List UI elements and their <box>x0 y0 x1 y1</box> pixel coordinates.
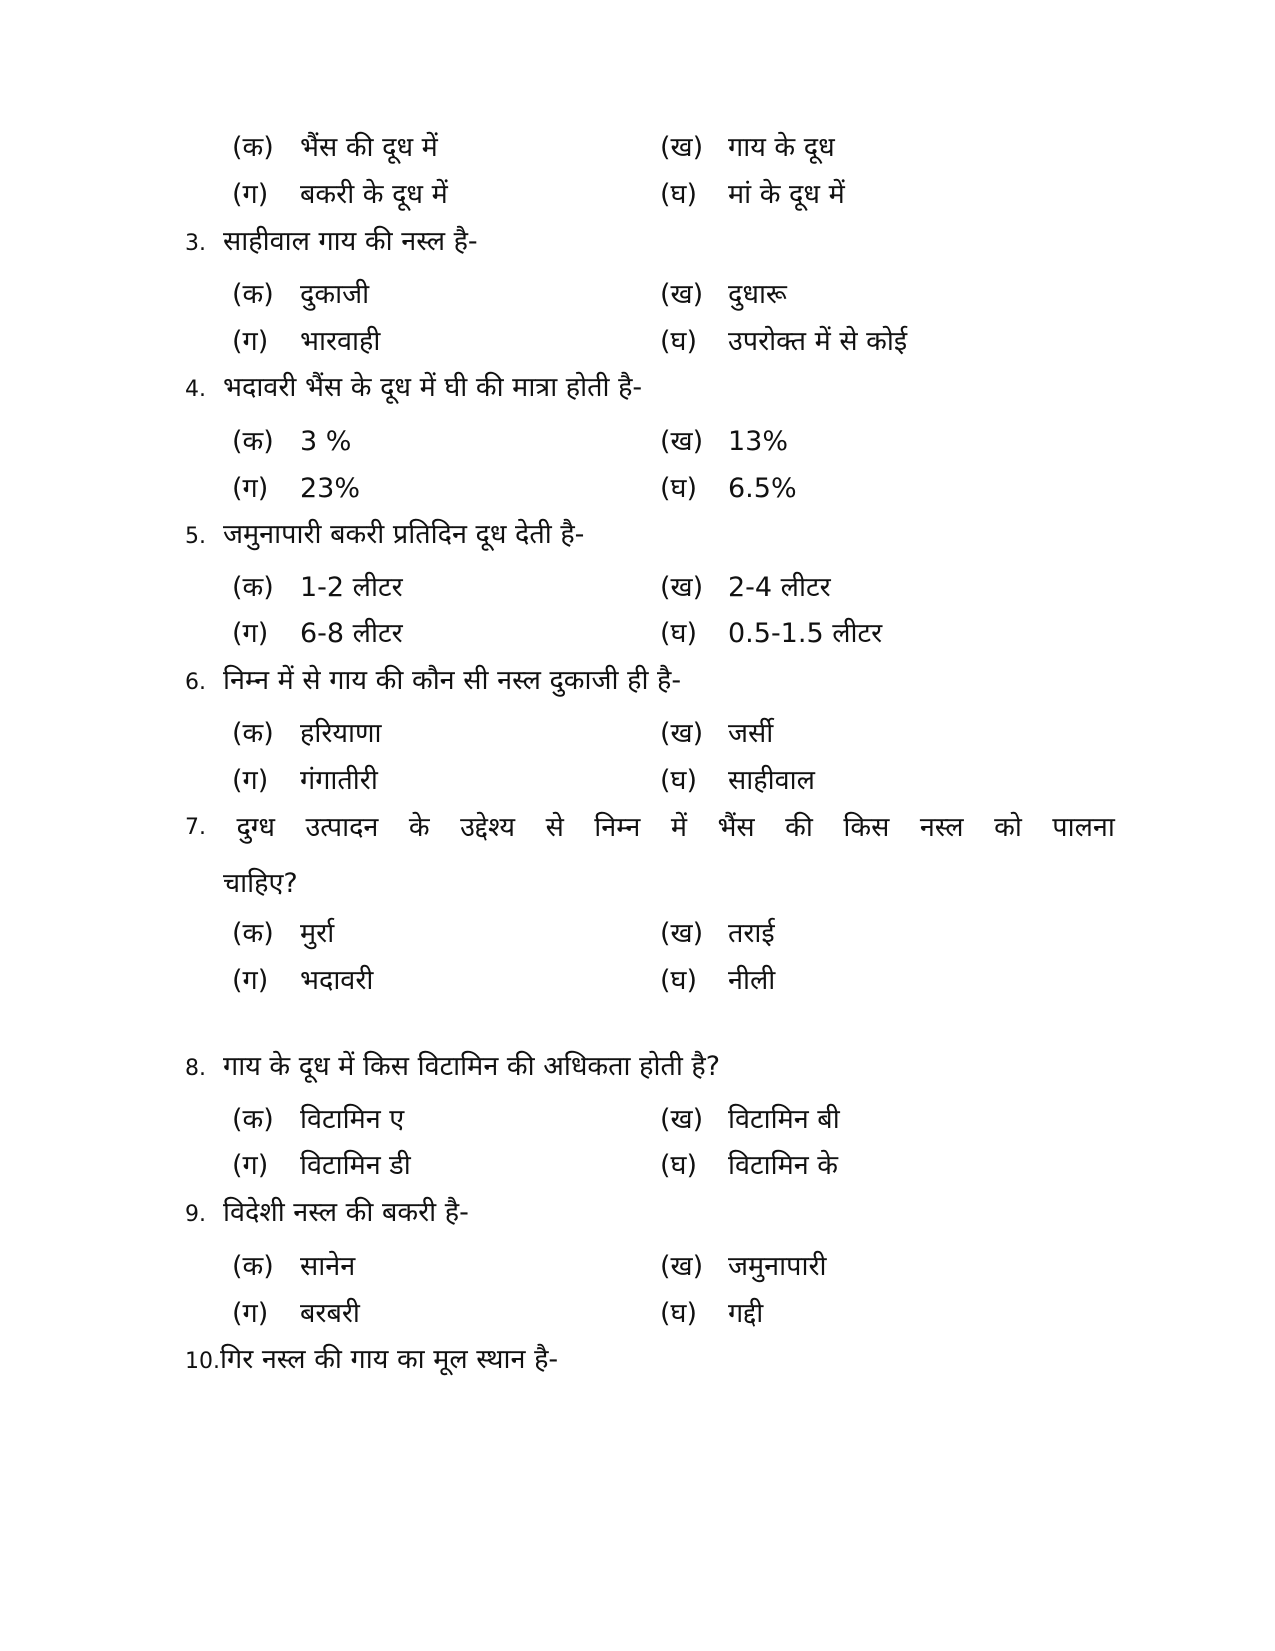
question-word: नस्ल <box>919 812 964 843</box>
option-label: (ख) <box>660 132 704 163</box>
option-text: बरबरी <box>300 1298 360 1329</box>
question-6 <box>185 659 1115 705</box>
option-label: (घ) <box>660 965 698 996</box>
question-number: 9. <box>185 1202 206 1227</box>
option-text: विटामिन ए <box>300 1104 405 1135</box>
option-text: मुर्रा <box>300 918 335 949</box>
option-text: सानेन <box>300 1251 356 1282</box>
option-row <box>0 467 1275 511</box>
option-text: 2-4 लीटर <box>728 572 831 603</box>
option-label: (ख) <box>660 572 704 603</box>
option-label: (घ) <box>660 765 698 796</box>
option-label: (ख) <box>660 718 704 749</box>
question-word: उत्पादन <box>305 812 379 843</box>
option-row <box>0 1098 1275 1142</box>
option-kha <box>660 712 773 756</box>
option-kha <box>660 1245 827 1289</box>
option-gha <box>660 959 775 1003</box>
question-word: पालना <box>1052 812 1115 843</box>
option-label: (ग) <box>232 473 269 504</box>
option-gha <box>660 320 907 364</box>
option-ga <box>232 173 448 217</box>
question-9 <box>185 1191 1115 1237</box>
option-label: (ग) <box>232 765 269 796</box>
question-word: से <box>545 812 564 843</box>
option-label: (घ) <box>660 326 698 357</box>
option-text: 6.5% <box>728 473 797 504</box>
option-text: 3 % <box>300 426 352 457</box>
option-kha <box>660 912 775 956</box>
option-kha <box>660 420 788 464</box>
option-label: (क) <box>232 132 274 163</box>
question-5 <box>185 513 1115 559</box>
option-text: तराई <box>728 918 775 949</box>
option-text: उपरोक्त में से कोई <box>728 326 908 357</box>
question-word: में <box>670 812 687 843</box>
question-text-line-1 <box>185 806 1115 850</box>
question-word: किस <box>843 812 890 843</box>
option-gha <box>660 467 797 511</box>
option-ka <box>232 912 334 956</box>
question-text: गाय के दूध में किस विटामिन की अधिकता होती है? <box>223 1051 721 1082</box>
option-ga <box>232 959 373 1003</box>
question-text-line-2: चाहिए? <box>223 868 298 899</box>
option-row <box>0 126 1275 170</box>
question-number: 7. <box>185 815 206 840</box>
option-kha <box>660 126 835 170</box>
question-word: को <box>994 812 1022 843</box>
option-ga <box>232 759 378 803</box>
option-text: भैंस की दूध में <box>300 132 438 163</box>
option-kha <box>660 566 831 610</box>
option-row <box>0 959 1275 1003</box>
option-row <box>0 1292 1275 1336</box>
option-kha <box>660 1098 840 1142</box>
option-kha <box>660 273 787 317</box>
option-ga <box>232 1144 411 1188</box>
question-number: 5. <box>185 524 206 549</box>
question-text: जमुनापारी बकरी प्रतिदिन दूध देती है- <box>223 519 585 550</box>
option-row <box>0 912 1275 956</box>
option-text: मां के दूध में <box>728 179 845 210</box>
option-row <box>0 712 1275 756</box>
option-label: (ख) <box>660 1251 704 1282</box>
option-text: 6-8 लीटर <box>300 618 403 649</box>
option-row <box>0 566 1275 610</box>
option-text: भदावरी <box>300 965 374 996</box>
question-number: 6. <box>185 670 206 695</box>
option-row <box>0 1144 1275 1188</box>
question-number: 4. <box>185 377 206 402</box>
question-text: विदेशी नस्ल की बकरी है- <box>223 1197 469 1228</box>
option-label: (ग) <box>232 326 269 357</box>
option-text: विटामिन के <box>728 1150 839 1181</box>
option-label: (ख) <box>660 279 704 310</box>
option-ka <box>232 1245 355 1289</box>
option-text: जर्सी <box>728 718 774 749</box>
option-text: गद्दी <box>728 1298 764 1329</box>
option-label: (ग) <box>232 618 269 649</box>
option-ga <box>232 1292 360 1336</box>
question-word: उद्देश्य <box>460 812 516 843</box>
option-label: (ग) <box>232 179 269 210</box>
option-ga <box>232 320 380 364</box>
option-text: गाय के दूध <box>728 132 835 163</box>
option-ga <box>232 612 403 656</box>
option-label: (ख) <box>660 918 704 949</box>
option-label: (ग) <box>232 1150 269 1181</box>
question-text: निम्न में से गाय की कौन सी नस्ल दुकाजी ही है- <box>223 665 682 696</box>
question-word: दुग्ध <box>236 812 275 843</box>
question-4 <box>185 366 1115 412</box>
option-label: (ख) <box>660 426 704 457</box>
option-ka <box>232 712 382 756</box>
option-text: विटामिन डी <box>300 1150 411 1181</box>
option-label: (क) <box>232 279 274 310</box>
option-label: (क) <box>232 1251 274 1282</box>
option-gha <box>660 1144 838 1188</box>
option-label: (क) <box>232 572 274 603</box>
option-label: (ग) <box>232 1298 269 1329</box>
question-word: भैंस <box>717 812 755 843</box>
option-label: (घ) <box>660 473 698 504</box>
option-text: 1-2 लीटर <box>300 572 403 603</box>
option-text: नीली <box>728 965 776 996</box>
option-ka <box>232 420 351 464</box>
question-text: गिर नस्ल की गाय का मूल स्थान है- <box>220 1344 559 1375</box>
option-label: (क) <box>232 918 274 949</box>
option-label: (घ) <box>660 618 698 649</box>
question-8 <box>185 1045 1115 1091</box>
option-ka <box>232 566 403 610</box>
question-word: निम्न <box>594 812 641 843</box>
option-label: (घ) <box>660 1150 698 1181</box>
question-number: 3. <box>185 231 206 256</box>
option-label: (ख) <box>660 1104 704 1135</box>
option-row <box>0 612 1275 656</box>
question-number: 8. <box>185 1056 206 1081</box>
option-label: (घ) <box>660 1298 698 1329</box>
option-label: (क) <box>232 426 274 457</box>
option-text: भारवाही <box>300 326 381 357</box>
option-label: (ग) <box>232 965 269 996</box>
question-word: की <box>785 812 813 843</box>
question-text: साहीवाल गाय की नस्ल है- <box>223 226 478 257</box>
option-ka <box>232 273 369 317</box>
option-row <box>0 1245 1275 1289</box>
question-number: 10. <box>185 1349 220 1374</box>
option-text: विटामिन बी <box>728 1104 840 1135</box>
option-gha <box>660 173 845 217</box>
option-text: दुकाजी <box>300 279 370 310</box>
option-ka <box>232 1098 404 1142</box>
question-text: भदावरी भैंस के दूध में घी की मात्रा होती है- <box>223 372 643 403</box>
option-text: साहीवाल <box>728 765 815 796</box>
question-word: के <box>408 812 430 843</box>
question-10 <box>185 1338 1115 1384</box>
option-text: बकरी के दूध में <box>300 179 448 210</box>
option-row <box>0 273 1275 317</box>
option-label: (घ) <box>660 179 698 210</box>
option-text: गंगातीरी <box>300 765 378 796</box>
option-row <box>0 173 1275 217</box>
option-text: हरियाणा <box>300 718 382 749</box>
option-row <box>0 759 1275 803</box>
question-3 <box>185 220 1115 266</box>
option-text: 23% <box>300 473 361 504</box>
option-text: दुधारू <box>728 279 787 310</box>
option-text: 0.5-1.5 लीटर <box>728 618 883 649</box>
option-row <box>0 420 1275 464</box>
option-text: 13% <box>728 426 789 457</box>
option-label: (क) <box>232 718 274 749</box>
option-ga <box>232 467 360 511</box>
question-7 <box>185 806 1115 906</box>
option-label: (क) <box>232 1104 274 1135</box>
option-gha <box>660 759 815 803</box>
option-ka <box>232 126 438 170</box>
option-row <box>0 320 1275 364</box>
option-gha <box>660 612 882 656</box>
option-gha <box>660 1292 763 1336</box>
option-text: जमुनापारी <box>728 1251 827 1282</box>
